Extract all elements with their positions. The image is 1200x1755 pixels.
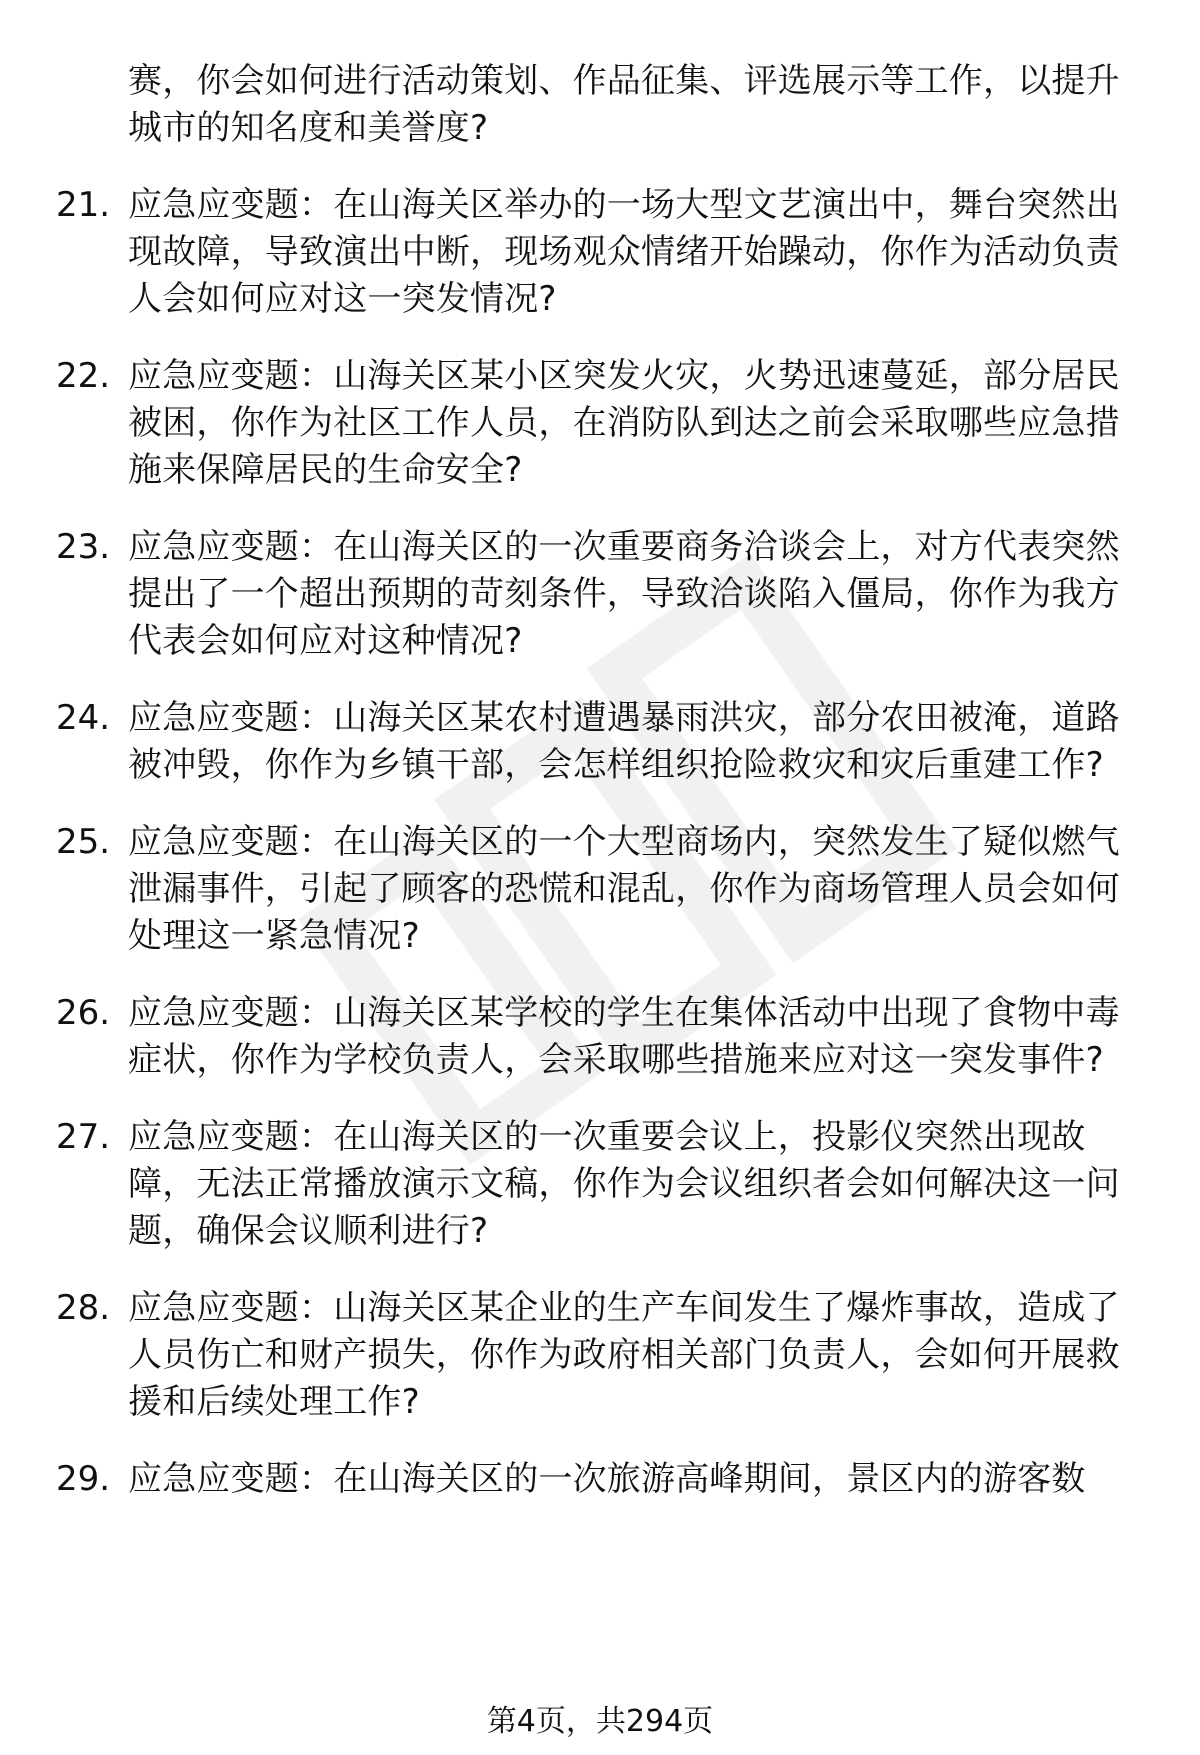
- list-item: [0, 1285, 1200, 1426]
- list-item: [0, 182, 1200, 323]
- item-number: 29.: [56, 1459, 111, 1499]
- item-number: 23.: [56, 527, 111, 567]
- list-item: [0, 1456, 1200, 1503]
- list-item: [0, 353, 1200, 494]
- item-number: 24.: [56, 698, 111, 738]
- item-text: 应急应变题：山海关区某小区突发火灾，火势迅速蔓延，部分居民被困，你作为社区工作人员，在消防队到达之前会采取哪些应急措施来保障居民的生命安全?: [128, 356, 1120, 490]
- item-text: 应急应变题：在山海关区的一次重要商务洽谈会上，对方代表突然提出了一个超出预期的苛刻条件，导致洽谈陷入僵局，你作为我方代表会如何应对这种情况?: [128, 527, 1120, 661]
- item-text: 应急应变题：在山海关区的一次旅游高峰期间，景区内的游客数: [128, 1459, 1086, 1499]
- item-text: 应急应变题：在山海关区的一次重要会议上，投影仪突然出现故障，无法正常播放演示文稿，你作为会议组织者会如何解决这一问题，确保会议顺利进行?: [128, 1117, 1120, 1251]
- page-footer: 第4页，共294页: [486, 1704, 714, 1739]
- item-number: 22.: [56, 356, 111, 396]
- item-text: 应急应变题：山海关区某企业的生产车间发生了爆炸事故，造成了人员伤亡和财产损失，你作为政府相关部门负责人，会如何开展救援和后续处理工作?: [128, 1288, 1120, 1422]
- item-text: 应急应变题：在山海关区举办的一场大型文艺演出中，舞台突然出现故障，导致演出中断，现场观众情绪开始躁动，你作为活动负责人会如何应对这一突发情况?: [128, 185, 1120, 319]
- item-text: 应急应变题：山海关区某农村遭遇暴雨洪灾，部分农田被淹，道路被冲毁，你作为乡镇干部，会怎样组织抢险救灾和灾后重建工作?: [128, 698, 1120, 785]
- list-item: [0, 1114, 1200, 1255]
- list-item: [0, 819, 1200, 960]
- item-text: 应急应变题：山海关区某学校的学生在集体活动中出现了食物中毒症状，你作为学校负责人，会采取哪些措施来应对这一突发事件?: [128, 993, 1120, 1080]
- continuation-text: 赛，你会如何进行活动策划、作品征集、评选展示等工作，以提升城市的知名度和美誉度?: [128, 61, 1120, 148]
- item-number: 25.: [56, 822, 111, 862]
- question-list: [0, 58, 1200, 1533]
- item-text: 应急应变题：在山海关区的一个大型商场内，突然发生了疑似燃气泄漏事件，引起了顾客的恐慌和混乱，你作为商场管理人员会如何处理这一紧急情况?: [128, 822, 1120, 956]
- list-item: [0, 990, 1200, 1084]
- item-number: 28.: [56, 1288, 111, 1328]
- item-number: 21.: [56, 185, 111, 225]
- list-item-continuation: [0, 58, 1200, 152]
- item-number: 26.: [56, 993, 111, 1033]
- item-number: 27.: [56, 1117, 111, 1157]
- list-item: [0, 695, 1200, 789]
- list-item: [0, 524, 1200, 665]
